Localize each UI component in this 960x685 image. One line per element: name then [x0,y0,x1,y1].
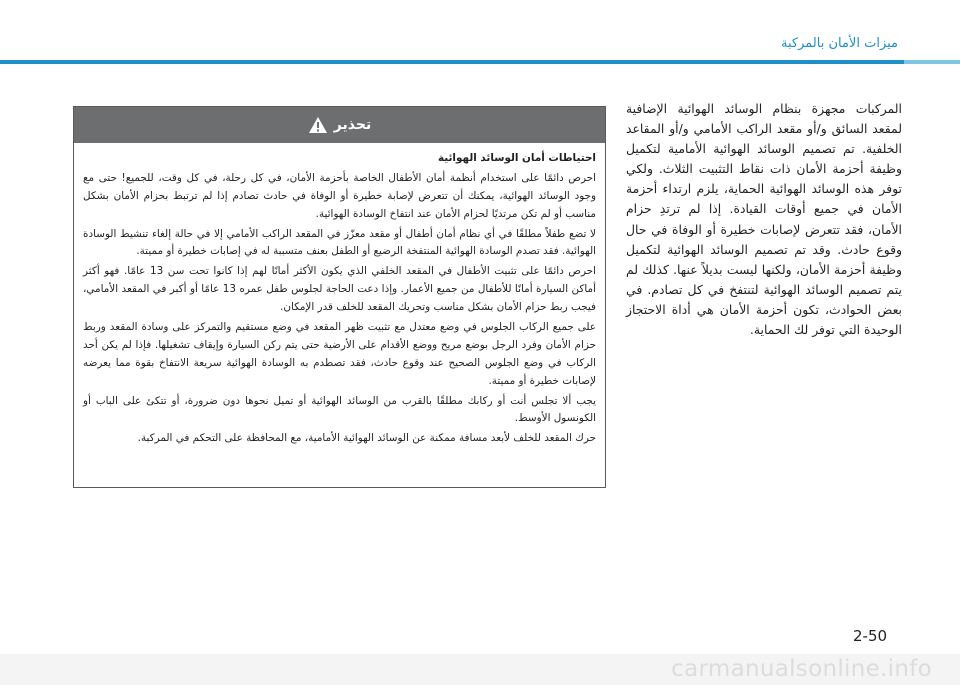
section-title: ميزات الأمان بالمركبة [781,36,898,51]
warning-body [74,143,605,448]
warning-paragraph: حرك المقعد للخلف لأبعد مسافة ممكنة عن الوسائد الهوائية الأمامية، مع المحافظة على التحكم في المركبة. [137,432,596,445]
watermark: carmanualsonline.info [671,656,932,682]
warning-box [73,106,606,488]
warning-paragraph: احرص دائمًا على استخدام أنظمة أمان الأطفال الخاصة بأحزمة الأمان، في كل رحلة، في كل وقت، للجميع! حتى مع وجود الوسائد الهوائية، يمكنك أن تتعرض لإصابة خطيرة أو الوفاة في حادث تصادم إذا لم ترتبط بحزام الأمان بشكل مناسب أو لم تكن مرتديًا لحزام الأمان عند انتفاخ الوسادة الهوائية. [83,171,596,220]
warning-subtitle: احتياطات أمان الوسائد الهوائية [437,152,596,164]
warning-paragraph: يجب ألا تجلس أنت أو ركابك مطلقًا بالقرب من الوسائد الهوائية أو تميل نحوها دون ضرورة، أو تتكئ على الباب أو الكونسول الأوسط. [83,394,596,425]
warning-paragraph: لا تضع طفلاً مطلقًا في أي نظام أمان أطفال أو مقعد معزّز في المقعد الراكب الأمامي إلا في حالة إلغاء تنشيط الوسادة الهوائية. فقد تصدم الوسادة الهوائية المنتفخة الرضيع أو الطفل بعنف متسببة له في إصابات خطيرة أو مميتة. [83,227,596,258]
warning-paragraph: احرص دائمًا على تثبيت الأطفال في المقعد الخلفي الذي يكون الأكثر أمانًا لهم إذا كانوا تحت سن 13 عامًا. فهو أكثر أماكن السيارة أمانًا للأطفال من جميع الأعمار. وإذا دعت الحاجة لجلوس طفل عمره 13 عامًا أو أكبر في المقعد الأمامي، فيجب ربط حزام الأمان بشكل مناسب وتحريك المقعد للخلف قدر الإمكان. [83,265,596,314]
intro-text-column [626,99,902,340]
page-number: 2-50 [853,627,888,645]
intro-paragraph: المركبات مجهزة بنظام الوسائد الهوائية الإضافية لمقعد السائق و/أو مقعد الراكب الأمامي و/أو المقاعد الخلفية. تم تصميم الوسائد الهوائية الأمامية لتكميل وظيفة أحزمة الأمان ذات نقاط التثبيت الثلاث. ولكي توفر هذه الوسائد الهوائية الحماية، يلزم ارتداء أحزمة الأمان في جميع أوقات القيادة. إذا لم ترتدِ حزام الأمان، فقد تتعرض لإصابات خطيرة أو الوفاة في حال وقوع حادث. وقد تم تصميم الوسائد الهوائية لتكميل وظيفة أحزمة الأمان، ولكنها ليست بديلاً عنها. كذلك لم يتم تصميم الوسائد الهوائية لتنتفخ في كل تصادم. في بعض الحوادث، تكون أحزمة الأمان هي أداة الاحتجاز الوحيدة التي توفر لك الحماية. [626,101,902,338]
header-tab-marker [904,60,960,64]
warning-triangle-icon [308,116,328,134]
warning-paragraph: على جميع الركاب الجلوس في وضع معتدل مع تثبيت ظهر المقعد في وضع مستقيم والتمركز على وسادة المقعد وربط حزام الأمان وفرد الرجل بوضع مريح ووضع الأقدام على الأرضية حتى يتم ركن السيارة وإيقاف تشغيلها. فإذا لم يكن أحد الركاب في وضع الجلوس الصحيح عند وقوع حادث، فقد تصطدم به الوسادة الهوائية سريعة الانتفاخ بقوة مما يعرضه لإصابات خطيرة أو مميتة. [83,321,596,387]
warning-title: تحذير [333,117,372,133]
warning-header [74,107,605,143]
header-rule [0,60,904,64]
